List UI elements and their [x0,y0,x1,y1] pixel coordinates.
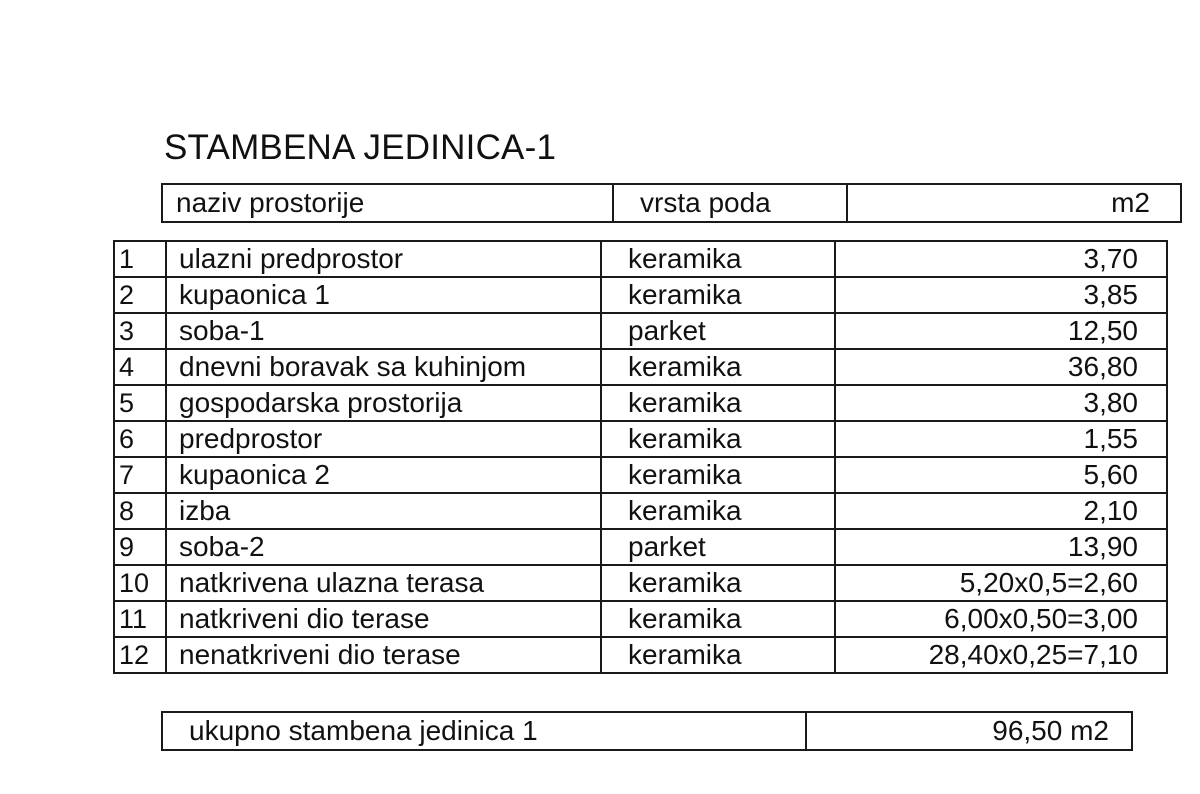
row-number: 11 [114,601,166,637]
room-name: kupaonica 2 [166,457,601,493]
rooms-table [113,240,1168,674]
room-area: 28,40x0,25=7,10 [835,637,1167,673]
table-row [114,637,1167,673]
row-number: 5 [114,385,166,421]
floor-type: keramika [601,565,835,601]
room-name: izba [166,493,601,529]
room-name: kupaonica 1 [166,277,601,313]
total-value: 96,50 m2 [806,712,1132,750]
room-area: 1,55 [835,421,1167,457]
floor-type: keramika [601,457,835,493]
floor-type: keramika [601,241,835,277]
table-row [114,421,1167,457]
total-row [162,712,1132,750]
room-area: 2,10 [835,493,1167,529]
room-area: 5,20x0,5=2,60 [835,565,1167,601]
total-table [161,711,1133,751]
room-name: predprostor [166,421,601,457]
table-row [114,565,1167,601]
table-row [114,385,1167,421]
header-floor-type: vrsta poda [613,184,847,222]
room-name: natkriveni dio terase [166,601,601,637]
table-row [114,313,1167,349]
table-row [114,601,1167,637]
row-number: 6 [114,421,166,457]
floor-type: keramika [601,277,835,313]
row-number: 10 [114,565,166,601]
room-name: gospodarska prostorija [166,385,601,421]
room-area: 36,80 [835,349,1167,385]
floor-type: keramika [601,637,835,673]
row-number: 12 [114,637,166,673]
floor-type: keramika [601,493,835,529]
room-area: 3,85 [835,277,1167,313]
floor-type: keramika [601,421,835,457]
table-row [114,529,1167,565]
document-title: STAMBENA JEDINICA-1 [164,128,557,167]
row-number: 9 [114,529,166,565]
room-area: 3,70 [835,241,1167,277]
row-number: 1 [114,241,166,277]
room-area: 5,60 [835,457,1167,493]
table-row [114,241,1167,277]
header-area: m2 [847,184,1181,222]
room-area: 6,00x0,50=3,00 [835,601,1167,637]
room-name: dnevni boravak sa kuhinjom [166,349,601,385]
floor-type: parket [601,529,835,565]
table-row [114,457,1167,493]
row-number: 2 [114,277,166,313]
room-name: ulazni predprostor [166,241,601,277]
row-number: 8 [114,493,166,529]
table-row [114,277,1167,313]
room-area: 13,90 [835,529,1167,565]
floor-type: keramika [601,601,835,637]
row-number: 7 [114,457,166,493]
header-row [162,184,1181,222]
room-area: 12,50 [835,313,1167,349]
header-room-name: naziv prostorije [162,184,613,222]
floor-type: keramika [601,385,835,421]
total-label: ukupno stambena jedinica 1 [162,712,806,750]
row-number: 4 [114,349,166,385]
floor-type: keramika [601,349,835,385]
floor-type: parket [601,313,835,349]
room-name: soba-2 [166,529,601,565]
room-area: 3,80 [835,385,1167,421]
row-number: 3 [114,313,166,349]
room-name: nenatkriveni dio terase [166,637,601,673]
table-row [114,493,1167,529]
header-table [161,183,1182,223]
room-name: soba-1 [166,313,601,349]
table-row [114,349,1167,385]
room-name: natkrivena ulazna terasa [166,565,601,601]
